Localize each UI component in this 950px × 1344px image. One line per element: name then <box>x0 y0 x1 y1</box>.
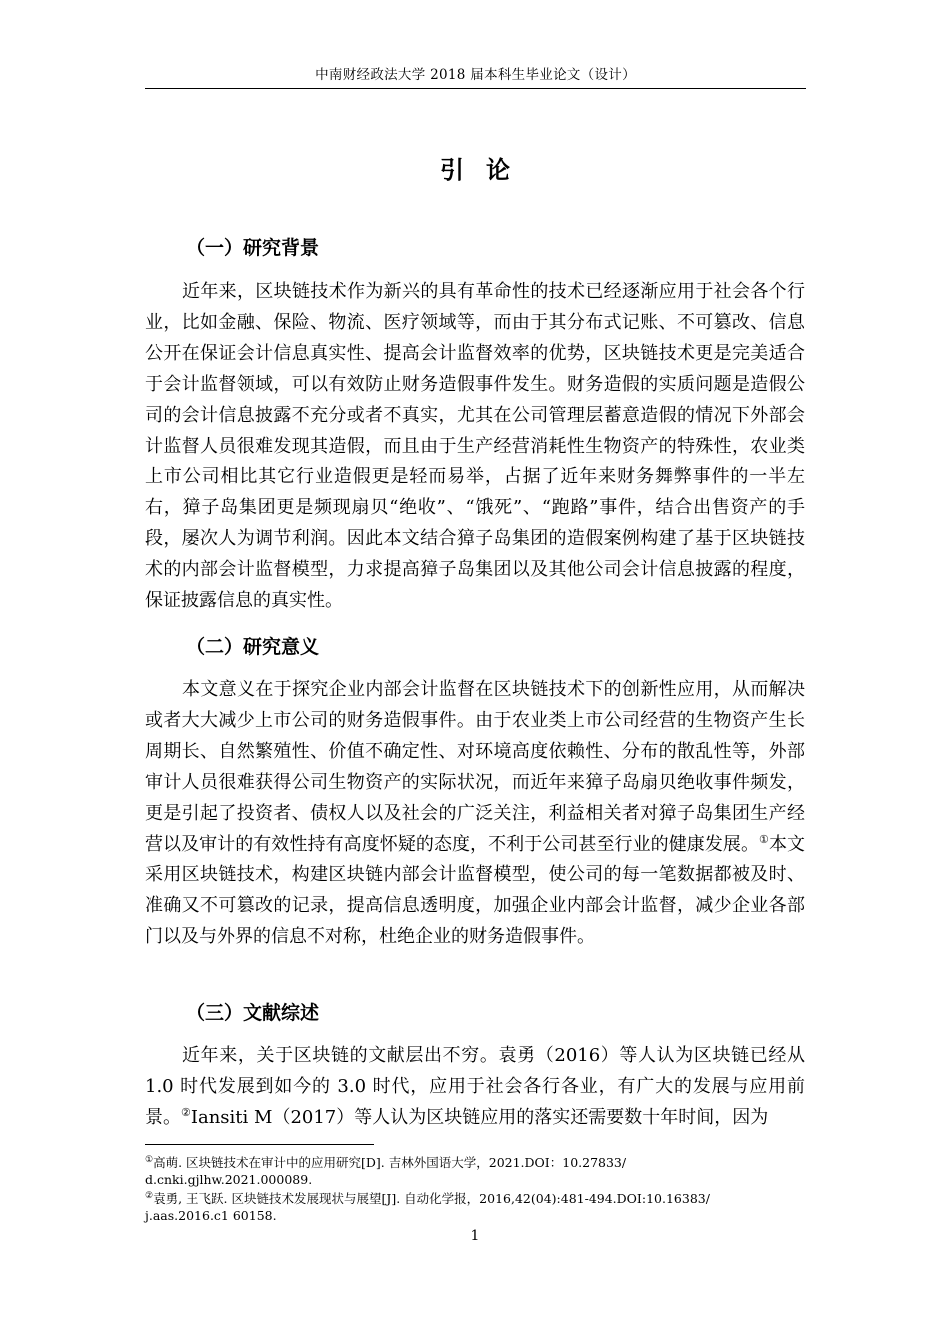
footnote-mark: ① <box>145 1154 154 1165</box>
footnote-text: 高萌. 区块链技术在审计中的应用研究[D]. 吉林外国语大学，2021.DOI：10.27833/ <box>153 1155 627 1170</box>
paragraph-text: 本文采用区块链技术，构建区块链内部会计监督模型，使公司的每一笔数据都被及时、准确又不可篡改的记录，提高信息透明度，加强企业内部会计监督，减少企业各部门以及与外界的信息不对称，杜绝企业的财务造假事件。 <box>145 833 805 948</box>
running-header: 中南财经政法大学 2018 届本科生毕业论文（设计） <box>145 66 806 89</box>
footnote-line: j.aas.2016.c1 60158. <box>145 1208 277 1223</box>
page-number: 1 <box>470 1228 480 1244</box>
paragraph-significance <box>145 675 805 953</box>
footnote-ref-1[interactable]: ① <box>759 832 769 846</box>
footnote-2 <box>145 1190 785 1224</box>
paragraph-text: 本文意义在于探究企业内部会计监督在区块链技术下的创新性应用，从而解决或者大大减少上市公司的财务造假事件。由于农业类上市公司经营的生物资产生长周期长、自然繁殖性、价值不确定性、对环境高度依赖性、分布的散乱性等，外部审计人员很难获得公司生物资产的实际状况，而近年来獐子岛扇贝绝收事件频发，更是引起了投资者、债权人以及社会的广泛关注，利益相关者对獐子岛集团生产经营以及审计的有效性持有高度怀疑的态度，不利于公司甚至行业的健康发展。 <box>145 679 805 855</box>
section-heading-literature: （三）文献综述 <box>186 1002 320 1024</box>
section-heading-background: （一）研究背景 <box>186 237 320 259</box>
footnote-line <box>145 1190 785 1207</box>
footnote-text: 袁勇, 王飞跃. 区块链技术发展现状与展望[J]. 自动化学报，2016,42(04):481-494.DOI:10.16383/ <box>153 1191 710 1206</box>
section-heading-significance: （二）研究意义 <box>186 636 320 658</box>
paragraph-text: Iansiti M（2017）等人认为区块链应用的落实还需要数十年时间，因为 <box>190 1106 769 1128</box>
footnote-line <box>145 1154 785 1171</box>
paragraph-text: 近年来，关于区块链的文献层出不穷。袁勇（2016）等人认为区块链已经从 1.0 时代发展到如今的 3.0 时代，应用于社会各行各业，有广大的发展与应用前景。 <box>145 1045 805 1128</box>
footnote-mark: ② <box>145 1190 154 1201</box>
footnote-1 <box>145 1154 785 1188</box>
chapter-title: 引论 <box>440 156 532 184</box>
footnote-line: d.cnki.gjlhw.2021.000089. <box>145 1172 313 1187</box>
paragraph-literature <box>145 1041 805 1134</box>
paragraph-background: 近年来，区块链技术作为新兴的具有革命性的技术已经逐渐应用于社会各个行业，比如金融、保险、物流、医疗领域等，而由于其分布式记账、不可篡改、信息公开在保证会计信息真实性、提高会计监督效率的优势，区块链技术更是完美适合于会计监督领域，可以有效防止财务造假事件发生。财务造假的实质问题是造假公司的会计信息披露不充分或者不真实，尤其在公司管理层蓄意造假的情况下外部会计监督人员很难发现其造假，而且由于生产经营消耗性生物资产的特殊性，农业类上市公司相比其它行业造假更是轻而易举，占据了近年来财务舞弊事件的一半左右，獐子岛集团更是频现扇贝“绝收”、“饿死”、“跑路”事件，结合出售资产的手段，屡次人为调节利润。因此本文结合獐子岛集团的造假案例构建了基于区块链技术的内部会计监督模型，力求提高獐子岛集团以及其他公司会计信息披露的程度，保证披露信息的真实性。 <box>145 281 805 612</box>
footnote-ref-2[interactable]: ② <box>181 1105 191 1119</box>
footnote-separator <box>145 1144 374 1145</box>
